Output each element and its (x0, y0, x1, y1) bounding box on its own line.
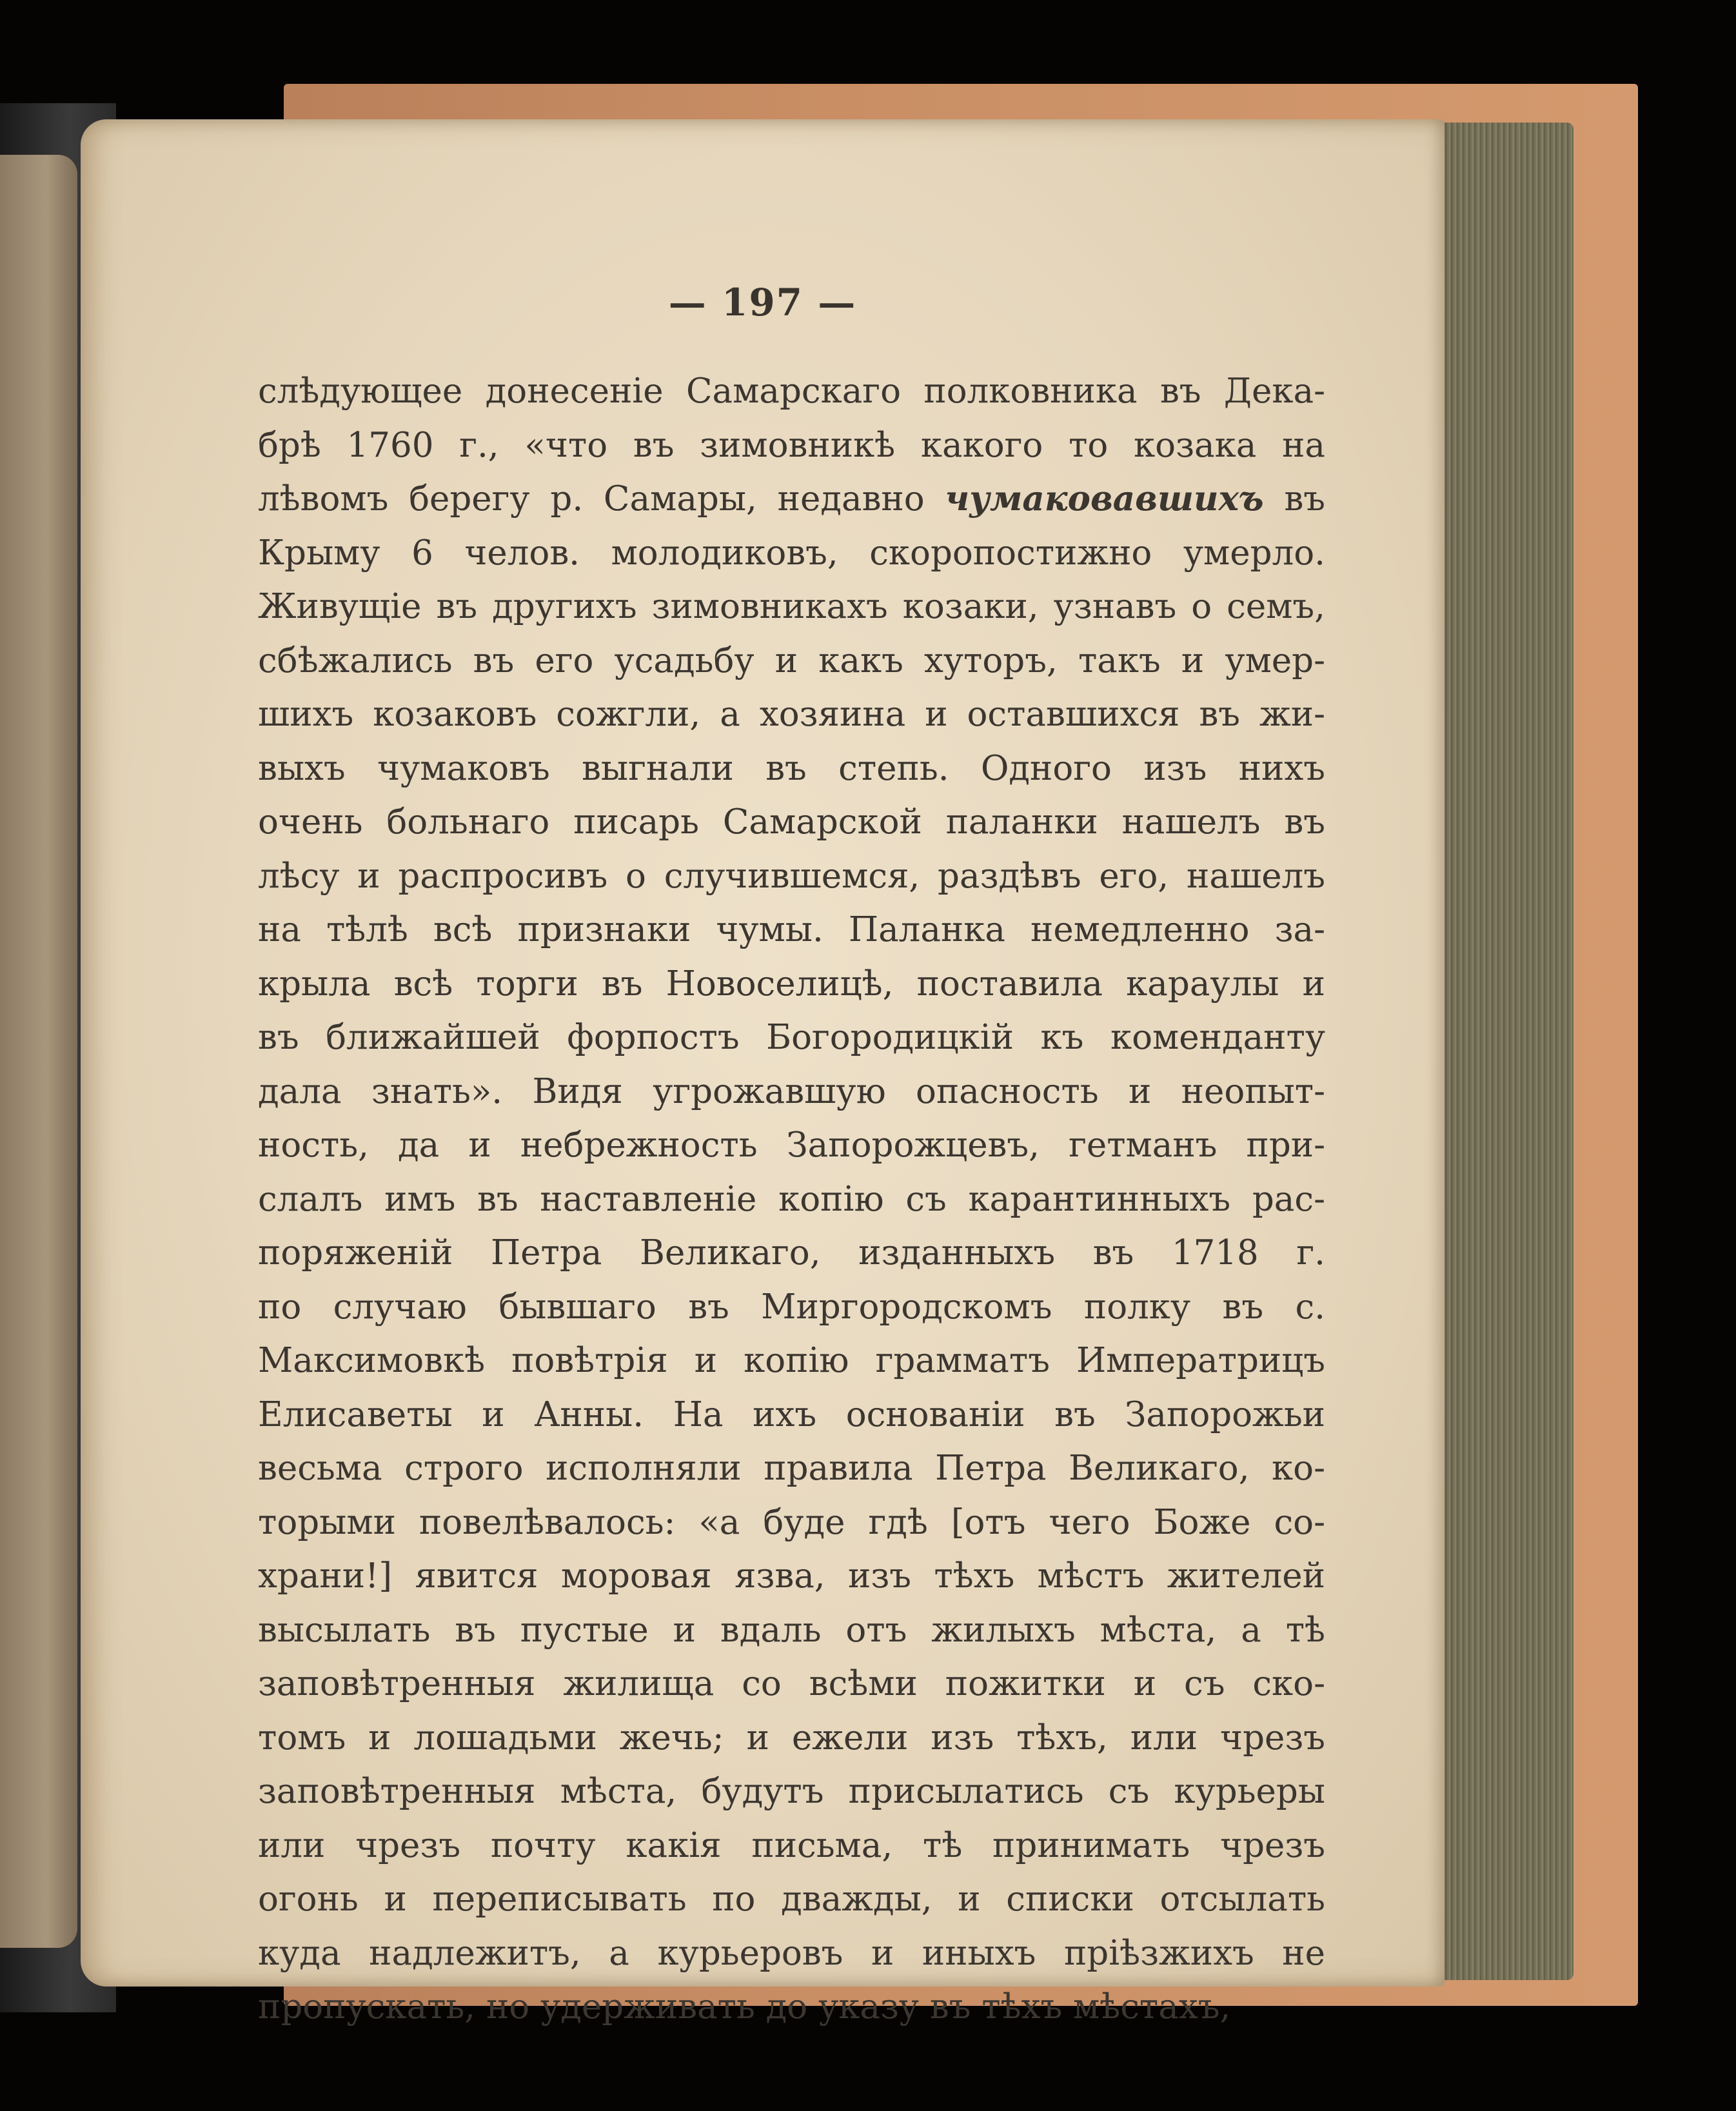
left-page-edge (0, 155, 77, 1948)
text-line: ность, да и небрежность Запорожцевъ, гетманъ при- (258, 1125, 1325, 1165)
text-line: въ ближайшей форпостъ Богородицкій къ коменданту (258, 1018, 1325, 1057)
text-line: поряженій Петра Великаго, изданныхъ въ 1718 г. (258, 1233, 1325, 1273)
text-line: Максимовкѣ повѣтрія и копію грамматъ Императрицъ (258, 1341, 1325, 1380)
text-line: сбѣжались въ его усадьбу и какъ хуторъ, такъ и умер- (258, 640, 1325, 680)
text-line: лѣвомъ берегу р. Самары, недавно чумаковавшихъ въ (258, 479, 1325, 519)
text-line: храни!] явится моровая язва, изъ тѣхъ мѣстъ жителей (258, 1556, 1325, 1596)
text-line: дала знать». Видя угрожавшую опасность и неопыт- (258, 1071, 1325, 1111)
text-line: очень больнаго писарь Самарской паланки нашелъ въ (258, 802, 1325, 842)
body-text (258, 364, 1325, 2034)
book-page (81, 119, 1445, 2027)
text-line: шихъ козаковъ сожгли, а хозяина и оставшихся въ жи- (258, 695, 1325, 734)
text-line: томъ и лошадьми жечь; и ежели изъ тѣхъ, или чрезъ (258, 1718, 1325, 1758)
text-line: слѣдующее донесеніе Самарскаго полковника въ Дека- (258, 372, 1325, 411)
page-number: — 197 — (668, 281, 857, 324)
text-line: торыми повелѣвалось: «а буде гдѣ [отъ чего Боже со- (258, 1502, 1325, 1542)
text-line: или чрезъ почту какія письма, тѣ принимать чрезъ (258, 1825, 1325, 1865)
text-line: выхъ чумаковъ выгнали въ степь. Одного изъ нихъ (258, 748, 1325, 788)
text-line: слалъ имъ въ наставленіе копію съ карантинныхъ рас- (258, 1179, 1325, 1219)
text-line: весьма строго исполняли правила Петра Великаго, ко- (258, 1449, 1325, 1488)
text-line: Крыму 6 челов. молодиковъ, скоропостижно умерло. (258, 533, 1325, 573)
text-line: на тѣлѣ всѣ признаки чумы. Паланка немедленно за- (258, 910, 1325, 949)
text-line: заповѣтренныя жилища со всѣми пожитки и съ ско- (258, 1664, 1325, 1703)
text-line: Елисаветы и Анны. На ихъ основаніи въ Запорожьи (258, 1394, 1325, 1434)
text-line: куда надлежитъ, а курьеровъ и иныхъ пріѣзжихъ не (258, 1933, 1325, 1973)
text-line: высылать въ пустые и вдаль отъ жилыхъ мѣста, а тѣ (258, 1610, 1325, 1650)
text-line: огонь и переписывать по дважды, и списки отсылать (258, 1879, 1325, 1919)
text-line: заповѣтренныя мѣста, будутъ присылатись съ курьеры (258, 1772, 1325, 1811)
text-line: пропускать, но удерживать до указу въ тѣхъ мѣстахъ, (258, 1987, 1231, 2027)
text-line: по случаю бывшаго въ Миргородскомъ полку въ с. (258, 1287, 1325, 1327)
text-line: Живущіе въ другихъ зимовникахъ козаки, узнавъ о семъ, (258, 587, 1325, 626)
text-line: брѣ 1760 г., «что въ зимовникѣ какого то козака на (258, 425, 1325, 465)
text-line: лѣсу и распросивъ о случившемся, раздѣвъ его, нашелъ (258, 856, 1325, 896)
text-line: крыла всѣ торги въ Новоселицѣ, поставила караулы и (258, 964, 1325, 1004)
emphasized-word: чумаковавшихъ (945, 479, 1264, 519)
